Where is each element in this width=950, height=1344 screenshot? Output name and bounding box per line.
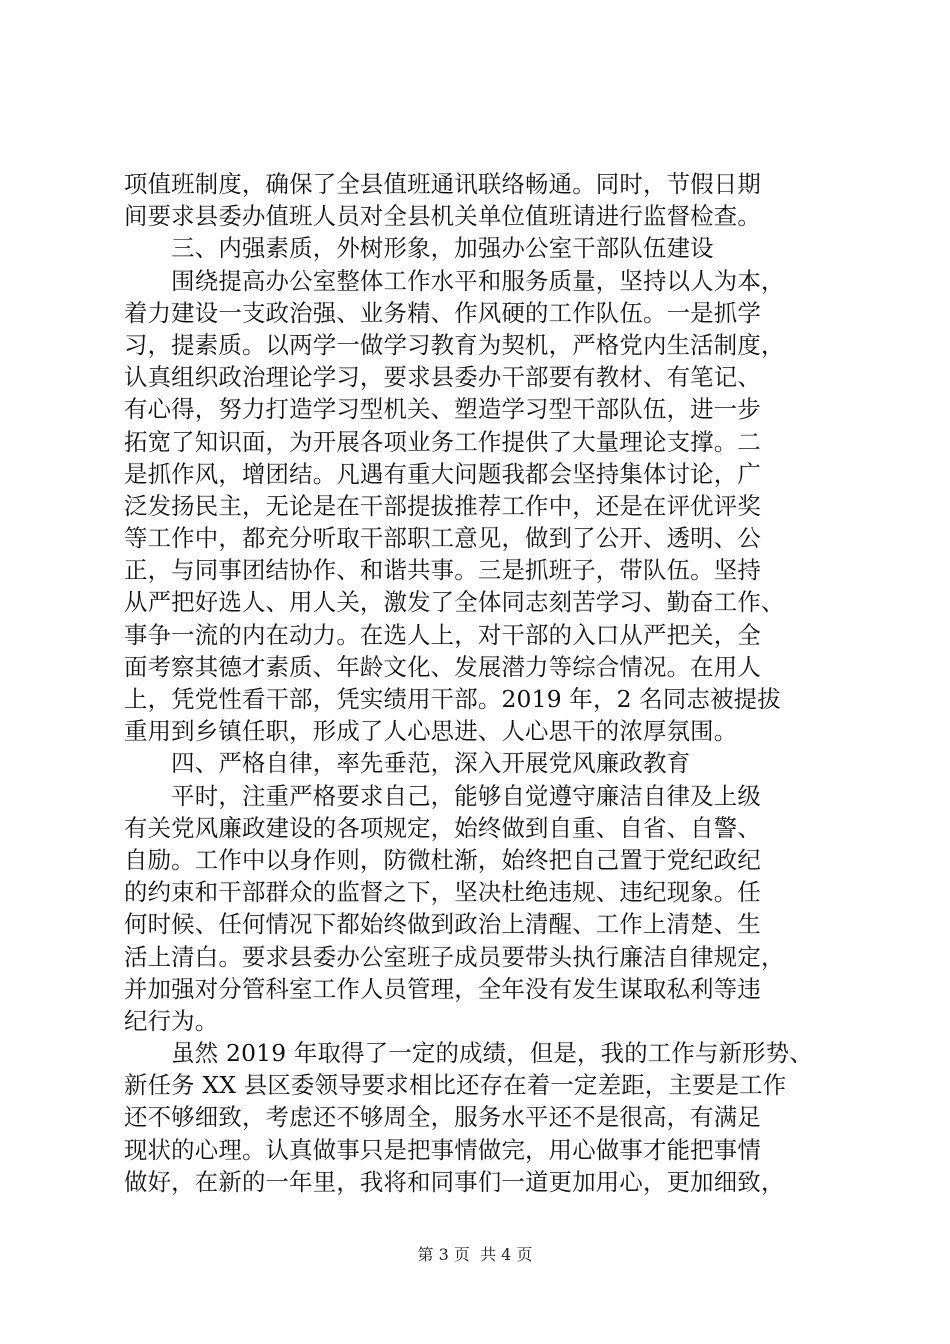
text-line: 着力建设一支政治强、业务精、作风硬的工作队伍。一是抓学 xyxy=(124,298,761,327)
text-line: 正，与同事团结协作、和谐共事。三是抓班子，带队伍。坚持 xyxy=(124,556,761,585)
text-line: 拓宽了知识面，为开展各项业务工作提供了大量理论支撑。二 xyxy=(124,427,761,456)
text-line: 间要求县委办值班人员对全县机关单位值班请进行监督检查。 xyxy=(124,202,761,231)
page-number-footer: 第 3 页 共 4 页 xyxy=(417,1245,533,1264)
text-line: 围绕提高办公室整体工作水平和服务质量，坚持以人为本， xyxy=(124,266,785,295)
text-line: 泛发扬民主，无论是在干部提拔推荐工作中，还是在评优评奖 xyxy=(124,491,761,520)
body-text xyxy=(124,168,829,1198)
text-line: 从严把好选人、用人关，激发了全体同志刻苦学习、勤奋工作、 xyxy=(124,588,785,617)
text-line: 并加强对分管科室工作人员管理，全年没有发生谋取私利等违 xyxy=(124,974,761,1003)
text-line: 新任务 XX 县区委领导要求相比还存在着一定差距，主要是工作 xyxy=(124,1071,787,1100)
text-line: 习，提素质。以两学一做学习教育为契机，严格党内生活制度， xyxy=(124,330,785,359)
text-line: 纪行为。 xyxy=(124,1006,219,1035)
text-line: 活上清白。要求县委办公室班子成员要带头执行廉洁自律规定， xyxy=(124,942,785,971)
text-line: 虽然 2019 年取得了一定的成绩，但是，我的工作与新形势、 xyxy=(124,1039,813,1068)
text-line: 还不够细致，考虑还不够周全，服务水平还不是很高，有满足 xyxy=(124,1103,761,1132)
text-line: 事争一流的内在动力。在选人上，对干部的入口从严把关，全 xyxy=(124,620,761,649)
section-heading: 四、严格自律，率先垂范，深入开展党风廉政教育 xyxy=(124,749,691,778)
text-line: 平时，注重严格要求自己，能够自觉遵守廉洁自律及上级 xyxy=(124,781,761,810)
text-line: 认真组织政治理论学习，要求县委办干部要有教材、有笔记、 xyxy=(124,363,761,392)
text-line: 现状的心理。认真做事只是把事情做完，用心做事才能把事情 xyxy=(124,1135,761,1164)
text-line: 有心得，努力打造学习型机关、塑造学习型干部队伍，进一步 xyxy=(124,395,761,424)
text-line: 做好，在新的一年里，我将和同事们一道更加用心，更加细致， xyxy=(124,1167,785,1196)
text-line: 是抓作风，增团结。凡遇有重大问题我都会坚持集体讨论，广 xyxy=(124,459,761,488)
text-line: 的约束和干部群众的监督之下，坚决杜绝违规、违纪现象。任 xyxy=(124,878,761,907)
text-line: 等工作中，都充分听取干部职工意见，做到了公开、透明、公 xyxy=(124,524,761,553)
text-line: 项值班制度，确保了全县值班通讯联络畅通。同时，节假日期 xyxy=(124,170,761,198)
text-line: 上，凭党性看干部，凭实绩用干部。2019 年，2 名同志被提拔 xyxy=(124,685,781,713)
text-line: 何时候、任何情况下都始终做到政治上清醒、工作上清楚、生 xyxy=(124,910,761,939)
section-heading: 三、内强素质，外树形象，加强办公室干部队伍建设 xyxy=(124,234,714,263)
text-line: 有关党风廉政建设的各项规定，始终做到自重、自省、自警、 xyxy=(124,813,761,842)
text-line: 面考察其德才素质、年龄文化、发展潜力等综合情况。在用人 xyxy=(124,652,761,681)
text-line: 自励。工作中以身作则，防微杜渐，始终把自己置于党纪政纪 xyxy=(124,845,761,874)
text-line: 重用到乡镇任职，形成了人心思进、人心思干的浓厚氛围。 xyxy=(124,717,738,746)
